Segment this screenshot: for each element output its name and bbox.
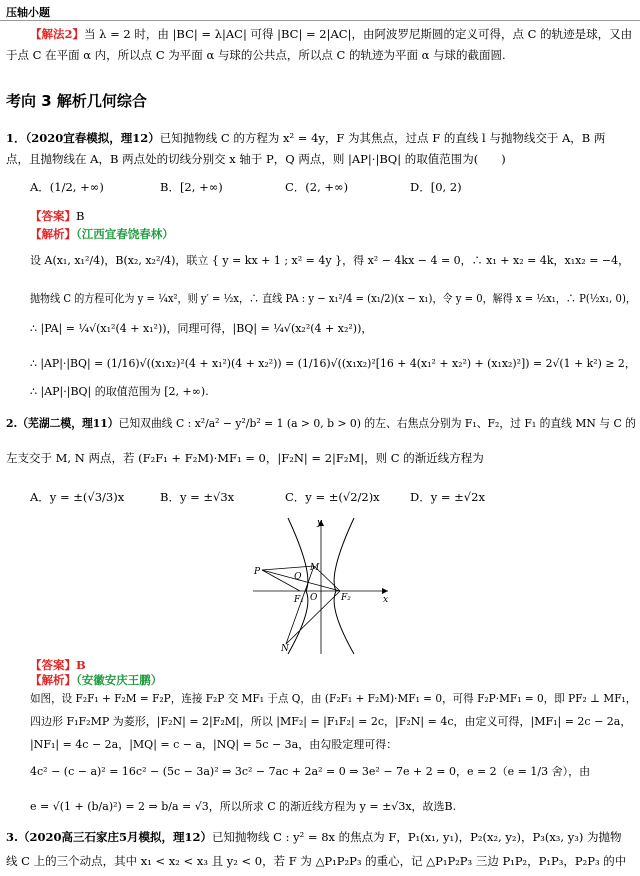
q1-source: （2020宜春模拟，理12） — [25, 131, 160, 145]
label-y: y — [317, 518, 323, 528]
q2-option-b: B．y = ±√3x — [160, 490, 235, 504]
q1-solution-line2: 抛物线 C 的方程可化为 y = ¼x²，则 y′ = ½x，∴ 直线 PA : y − x₁²/4 = (x₁/2)(x − x₁)，令 y = 0，解得 x = ½x₁，∴ P(½x₁, 0)， — [30, 292, 636, 305]
q2-solution-line1: 如图，设 F₂F₁ + F₂M = F₂P，连接 F₂P 交 MF₁ 于点 Q，由 (F₂F₁ + F₂M)·MF₁ = 0，可得 F₂P·MF₁ = 0，即 PF₂ ⊥ MF₁， — [30, 692, 637, 705]
q3-number: 3. — [6, 830, 19, 844]
q1-analysis-tag: 【解析】 — [30, 227, 76, 241]
q1-option-d: D．[0, 2) — [410, 180, 462, 194]
hyperbola-right-branch — [334, 518, 354, 654]
q1-solution-line1: 设 A(x₁, x₁²/4)，B(x₂, x₂²/4)，联立 { y = kx + 1 ; x² = 4y }，得 x² − 4kx − 4 = 0，∴ x₁ + x₂ = 4k，x₁x₂ = −4， — [30, 254, 630, 267]
label-x: x — [383, 595, 389, 605]
q3-text1: 已知抛物线 C : y² = 8x 的焦点为 F，P₁(x₁, y₁)，P₂(x₂, y₂)，P₃(x₃, y₃) 为抛物 — [212, 830, 622, 844]
q2-answer-value: B — [76, 658, 86, 672]
label-n: N — [281, 644, 289, 654]
q1-option-c: C．(2, +∞) — [285, 180, 349, 194]
q1-line2: 点，且抛物线在 A，B 两点处的切线分别交 x 轴于 P，Q 两点，则 |AP|·|BQ| 的取值范围为( ) — [6, 152, 506, 166]
label-q: Q — [294, 572, 302, 582]
q1-analysis-header — [30, 227, 174, 241]
q3-line2: 线 C 上的三个动点，其中 x₁ < x₂ < x₃ 且 y₂ < 0，若 F 为 △P₁P₂P₃ 的重心，记 △P₁P₂P₃ 三边 P₁P₂，P₁P₃，P₂P₃ 的中 — [6, 854, 627, 868]
q2-line1 — [6, 416, 636, 430]
q1-line1 — [6, 131, 605, 145]
q2-line2: 左支交于 M, N 两点，若 (F₂F₁ + F₂M)·MF₁ = 0，|F₂N| = 2|F₂M|，则 C 的渐近线方程为 — [6, 451, 484, 465]
q3-line1 — [6, 830, 621, 844]
q2-text1: 已知双曲线 C : x²/a² − y²/b² = 1 (a > 0, b > 0) 的左、右焦点分别为 F₁、F₂，过 F₁ 的直线 MN 与 C 的 — [118, 416, 636, 430]
q3-source: （2020高三石家庄5月模拟，理12） — [18, 830, 213, 844]
q1-text1: 已知抛物线 C 的方程为 x² = 4y，F 为其焦点，过点 F 的直线 l 与抛物线交于 A，B 两 — [159, 131, 606, 145]
header-divider — [0, 20, 640, 21]
q2-analysis-tag: 【解析】 — [30, 673, 76, 687]
q1-answer-value: B — [76, 209, 85, 223]
q2-solution-line2: 四边形 F₁F₂MP 为菱形，|F₂N| = 2|F₂M|，所以 |MF₂| = |F₁F₂| = 2c，|F₂N| = 4c，由定义可得，|MF₁| = 2c − 2a， — [30, 715, 632, 728]
hyperbola-figure — [248, 516, 398, 656]
q1-option-b: B．[2, +∞) — [160, 180, 223, 194]
q1-analysis-source: （江西宜春饶春林） — [76, 227, 174, 241]
q1-solution-line4: ∴ |AP|·|BQ| = (1/16)√((x₁x₂)²(4 + x₁²)(4 + x₂²)) = (1/16)√((x₁x₂)²[16 + 4(x₁² + x₂²) + (x₁x₂)²]) = 2√(1 + k²) ≥ 2， — [30, 357, 636, 370]
q2-analysis-header — [30, 673, 162, 687]
page-header-title: 压轴小题 — [6, 6, 50, 19]
q1-solution-line5: ∴ |AP|·|BQ| 的取值范围为 [2, +∞). — [30, 385, 209, 398]
q2-solution-line4: 4c² − (c − a)² = 16c² − (5c − 3a)² ⇒ 3c² − 7ac + 2a² = 0 ⇒ 3e² − 7e + 2 = 0，e = 2（e = 1/3 舍），由 — [30, 765, 591, 778]
q1-answer — [30, 209, 84, 223]
q1-option-a: A．(1/2, +∞) — [30, 180, 104, 194]
q1-solution-line3: ∴ |PA| = ¼√(x₁²(4 + x₁²))，同理可得，|BQ| = ¼√(x₂²(4 + x₂²))， — [30, 322, 373, 335]
q2-option-d: D．y = ±√2x — [410, 490, 485, 504]
q2-solution-line5: e = √(1 + (b/a)²) = 2 ⇒ b/a = √3，所以所求 C 的渐近线方程为 y = ±√3x，故选B. — [30, 800, 457, 813]
q1-number: 1． — [6, 131, 26, 145]
q2-option-a: A．y = ±(√3/3)x — [30, 490, 125, 504]
method2-text1: 当 λ = 2 时，由 |BC| = λ|AC| 可得 |BC| = 2|AC|，由阿波罗尼斯圆的定义可得，点 C 的轨迹是球，又由 — [84, 27, 633, 41]
label-m: M — [310, 563, 320, 573]
q1-answer-tag: 【答案】 — [30, 209, 76, 223]
q2-analysis-source: （安徽安庆王鹏） — [76, 673, 163, 687]
method2-tag: 【解法2】 — [30, 27, 85, 41]
x-axis-arrow — [382, 588, 388, 594]
q2-number: 2. — [6, 416, 18, 430]
q2-answer-tag: 【答案】 — [30, 658, 76, 672]
label-f2: F₂ — [341, 593, 351, 603]
label-o: O — [310, 593, 318, 603]
q2-solution-line3: |NF₁| = 4c − 2a，|MQ| = c − a，|NQ| = 5c − 3a，由勾股定理可得： — [30, 738, 398, 751]
label-p: P — [254, 567, 261, 577]
method2-line1 — [30, 27, 632, 41]
label-f1: F₁ — [294, 595, 304, 605]
q2-source: （芜湖二模，理11） — [17, 416, 119, 430]
q2-answer — [30, 658, 86, 672]
section-title: 考向 3 解析几何综合 — [6, 92, 147, 110]
method2-line2: 于点 C 在平面 α 内，所以点 C 为平面 α 与球的公共点，所以点 C 的轨迹为平面 α 与球的截面圆. — [6, 48, 506, 62]
q2-option-c: C．y = ±(√2/2)x — [285, 490, 380, 504]
